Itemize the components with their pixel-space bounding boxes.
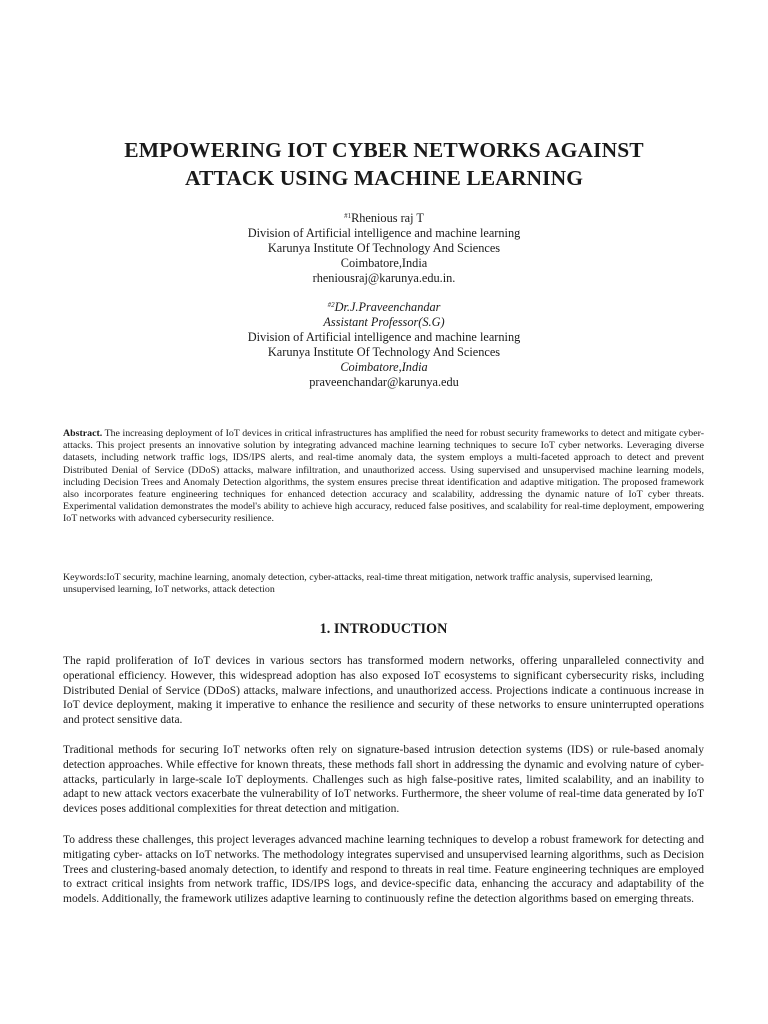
author-2-name-line [150, 298, 618, 315]
author-1-division: Division of Artificial intelligence and machine learning [247, 226, 521, 240]
abstract [63, 428, 704, 526]
paper-title [60, 136, 708, 192]
author-1-email: rheniousraj@karunya.edu.in. [312, 271, 456, 285]
abstract-label: Abstract. [63, 428, 103, 439]
intro-paragraph-1: The rapid proliferation of IoT devices in various sectors has transformed modern networks, offering unparalleled connectivity and operational efficiency. However, this widespread adoption has also exposed IoT ecosystems to significant cybersecurity risks, including Distributed Denial of Service (DDoS) attacks, malware infections, and unauthorized access. Projections indicate a continuous increase in IoT device deployment, making it imperative to enhance the resilience and security of these networks to ensure uninterrupted operations and protect sensitive data. [63, 655, 704, 727]
author-2-email: praveenchandar@karunya.edu [309, 375, 459, 389]
author-1-location: Coimbatore,India [340, 256, 428, 270]
section-heading-introduction: 1. INTRODUCTION [319, 621, 448, 637]
author-1-marker: #1 [344, 212, 352, 220]
title-line-2: ATTACK USING MACHINE LEARNING [184, 166, 584, 190]
title-line-1: EMPOWERING IOT CYBER NETWORKS AGAINST [124, 138, 644, 162]
keywords: Keywords:IoT security, machine learning, anomaly detection, cyber-attacks, real-time threat mitigation, network traffic analysis, supervised learning, unsupervised learning, IoT networks, attack detection [63, 572, 653, 596]
author-block-1 [150, 209, 618, 286]
intro-paragraph-3: To address these challenges, this project leverages advanced machine learning techniques to develop a robust framework for detecting and mitigating cyber- attacks on IoT networks. The methodology integrates supervised and unsupervised learning algorithms, such as Decision Trees and clustering-based anomaly detection, to identify and respond to threats in real time. Feature engineering techniques are employed to extract critical insights from network traffic, IDS/IPS logs, and device-specific data, enhancing the accuracy and adaptability of the models. Additionally, the framework utilizes adaptive learning to continuously refine the detection algorithms based on emerging threats. [63, 834, 704, 906]
abstract-text: The increasing deployment of IoT devices in critical infrastructures has amplified the need for robust security frameworks to detect and mitigate cyber-attacks. This project presents an innovative solution by integrating advanced machine learning techniques to secure IoT cyber networks. Leveraging diverse datasets, including network traffic logs, IDS/IPS alerts, and real-time anomaly data, the system employs a multi-faceted approach to detect and prevent Distributed Denial of Service (DDoS) attacks, malware infiltration, and unauthorized access. Using supervised and unsupervised machine learning models, including Decision Trees and Anomaly Detection algorithms, the system ensures precise threat identification and adaptive mitigation. The proposed framework also incorporates feature engineering techniques for enhanced detection accuracy and scalability, addressing the dynamic nature of IoT cyber threats. Experimental validation demonstrates the model's ability to achieve high accuracy, reduced false positives, and scalability for real-time deployment, empowering IoT networks with advanced cybersecurity resilience. [63, 428, 704, 525]
author-block-2 [150, 298, 618, 390]
author-1-name-line [150, 209, 618, 226]
author-1-institute: Karunya Institute Of Technology And Sciences [267, 241, 501, 255]
author-2-institute: Karunya Institute Of Technology And Sciences [267, 345, 501, 359]
author-2-role: Assistant Professor(S.G) [323, 315, 445, 329]
author-2-division: Division of Artificial intelligence and machine learning [247, 330, 521, 344]
author-2-name: Dr.J.Praveenchandar [334, 300, 441, 314]
intro-paragraph-2: Traditional methods for securing IoT networks often rely on signature-based intrusion detection systems (IDS) or rule-based anomaly detection approaches. While effective for known threats, these methods fall short in addressing the dynamic and evolving nature of cyber-attacks, particularly in large-scale IoT deployments. Challenges such as high false-positive rates, limited scalability, and an inability to adapt to new attack vectors exacerbate the vulnerability of IoT networks. Furthermore, the sheer volume of real-time data generated by IoT devices poses additional complexities for threat detection and mitigation. [63, 744, 704, 816]
author-2-marker: #2 [327, 301, 335, 309]
author-1-name: Rhenious raj T [351, 211, 424, 225]
author-2-location: Coimbatore,India [340, 360, 428, 374]
